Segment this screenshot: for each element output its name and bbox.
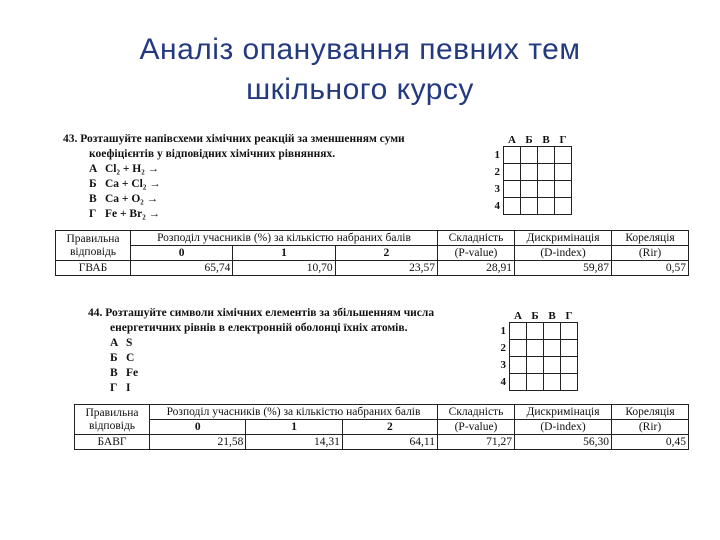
grid-cell[interactable] <box>521 198 538 215</box>
correlation-value: 0,45 <box>612 435 689 450</box>
option-b: Б C <box>110 352 135 364</box>
grid-cell[interactable] <box>544 340 561 357</box>
grid-cell[interactable] <box>521 181 538 198</box>
grid-cell[interactable] <box>538 181 555 198</box>
grid-row-label: 4 <box>494 200 500 212</box>
header-discrimination-sub: (D-index) <box>515 420 612 435</box>
grid-row-label: 3 <box>494 183 500 195</box>
slide-title-line-2: шкільного курсу <box>246 73 474 106</box>
option-c: В Ca + O₂ → <box>89 193 159 205</box>
question-44 <box>88 306 508 396</box>
grid-cell[interactable] <box>504 181 521 198</box>
grid-cell[interactable] <box>555 181 572 198</box>
header-correlation: Кореляція <box>612 231 689 246</box>
question-number: 43. <box>63 133 78 145</box>
grid-col-label: А <box>508 133 516 146</box>
header-correlation-sub: (Rir) <box>612 420 689 435</box>
option-b: Б Ca + Cl₂ → <box>89 178 161 190</box>
option-a: А Cl₂ + H₂ → <box>89 163 160 175</box>
score-header: 2 <box>335 246 437 261</box>
grid-cell[interactable] <box>504 147 521 164</box>
grid-cell[interactable] <box>561 323 578 340</box>
grid-cell[interactable] <box>561 357 578 374</box>
option-c: В Fe <box>110 367 139 379</box>
grid-cell[interactable] <box>561 374 578 391</box>
option-d: Г Fe + Br₂ → <box>89 208 161 220</box>
grid-col-label: В <box>542 133 550 146</box>
header-difficulty-sub: (P-value) <box>438 420 515 435</box>
grid-cell[interactable] <box>555 164 572 181</box>
correct-answer: ГВАБ <box>56 261 131 276</box>
grid-cell[interactable] <box>527 323 544 340</box>
grid-cell[interactable] <box>538 198 555 215</box>
dist-2: 23,57 <box>335 261 437 276</box>
header-answer: Правильна відповідь <box>56 231 131 261</box>
grid-cell[interactable] <box>510 340 527 357</box>
grid-cell[interactable] <box>504 198 521 215</box>
grid-row-label: 2 <box>500 342 506 354</box>
grid-col-label: В <box>548 309 556 322</box>
slide-title-line-1: Аналіз опанування певних тем <box>139 33 581 66</box>
score-header: 2 <box>342 420 437 435</box>
grid-col-label: Г <box>559 133 567 146</box>
header-correlation: Кореляція <box>612 405 689 420</box>
grid-row-label: 3 <box>500 359 506 371</box>
correlation-value: 0,57 <box>612 261 689 276</box>
grid-row-label: 4 <box>500 376 506 388</box>
dist-0: 65,74 <box>131 261 233 276</box>
grid-cell[interactable] <box>504 164 521 181</box>
grid-cell[interactable] <box>527 374 544 391</box>
grid-cell[interactable] <box>544 357 561 374</box>
slide-title <box>0 30 720 110</box>
grid-cell[interactable] <box>527 357 544 374</box>
grid-cell[interactable] <box>510 323 527 340</box>
header-discrimination: Дискримінація <box>515 405 612 420</box>
header-difficulty-sub: (P-value) <box>438 246 515 261</box>
grid-cell[interactable] <box>561 340 578 357</box>
grid-cell[interactable] <box>527 340 544 357</box>
table-row <box>75 435 689 450</box>
question-stem-line-1: Розташуйте напівсхеми хімічних реакцій за зменшенням суми <box>80 133 405 145</box>
question-stem-line-2: енергетичних рівнів в електронній оболонці їхніх атомів. <box>110 322 408 334</box>
option-d: Г I <box>110 382 131 394</box>
grid-col-label: Б <box>525 133 533 146</box>
grid-col-label: Г <box>565 309 573 322</box>
header-difficulty: Складність <box>438 405 515 420</box>
header-distribution: Розподіл учасників (%) за кількістю набраних балів <box>131 231 438 246</box>
grid-cell[interactable] <box>555 147 572 164</box>
grid-col-label: Б <box>531 309 539 322</box>
question-stem-line-2: коефіцієнтів у відповідних хімічних рівняннях. <box>89 148 336 160</box>
grid-cell[interactable] <box>555 198 572 215</box>
header-correlation-sub: (Rir) <box>612 246 689 261</box>
dist-1: 10,70 <box>233 261 335 276</box>
header-answer: Правильна відповідь <box>75 405 150 435</box>
difficulty-value: 28,91 <box>438 261 515 276</box>
option-a: А S <box>110 337 133 349</box>
grid-cell[interactable] <box>510 374 527 391</box>
score-header: 1 <box>233 246 335 261</box>
question-43 <box>63 132 493 222</box>
grid-row-label: 1 <box>500 325 506 337</box>
correct-answer: БАВГ <box>75 435 150 450</box>
dist-2: 64,11 <box>342 435 437 450</box>
dist-1: 14,31 <box>246 435 342 450</box>
discrimination-value: 56,30 <box>515 435 612 450</box>
question-number: 44. <box>88 307 103 319</box>
grid-cell[interactable] <box>521 164 538 181</box>
score-header: 0 <box>131 246 233 261</box>
score-header: 0 <box>150 420 246 435</box>
answer-grid-44 <box>492 309 578 391</box>
difficulty-value: 71,27 <box>438 435 515 450</box>
score-header: 1 <box>246 420 342 435</box>
answer-grid-43 <box>486 133 572 215</box>
grid-cell[interactable] <box>538 164 555 181</box>
dist-0: 21,58 <box>150 435 246 450</box>
results-table-43 <box>55 230 689 276</box>
grid-cell[interactable] <box>521 147 538 164</box>
header-distribution: Розподіл учасників (%) за кількістю набраних балів <box>150 405 438 420</box>
results-table-44 <box>74 404 689 450</box>
grid-cell[interactable] <box>538 147 555 164</box>
header-difficulty: Складність <box>438 231 515 246</box>
grid-cell[interactable] <box>510 357 527 374</box>
question-stem-line-1: Розташуйте символи хімічних елементів за збільшенням числа <box>105 307 435 319</box>
grid-row-label: 2 <box>494 166 500 178</box>
discrimination-value: 59,87 <box>515 261 612 276</box>
grid-cell[interactable] <box>544 374 561 391</box>
grid-row-label: 1 <box>494 149 500 161</box>
header-discrimination: Дискримінація <box>515 231 612 246</box>
grid-cell[interactable] <box>544 323 561 340</box>
grid-col-label: А <box>514 309 522 322</box>
table-row <box>56 261 689 276</box>
header-discrimination-sub: (D-index) <box>515 246 612 261</box>
